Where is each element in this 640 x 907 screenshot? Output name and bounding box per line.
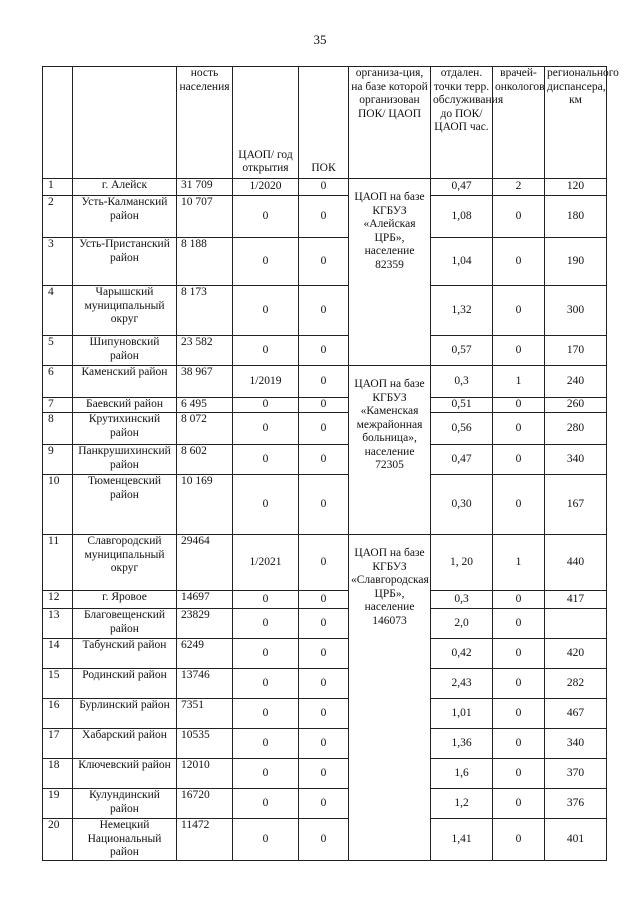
tsaop-value: 0 bbox=[233, 591, 299, 609]
district-name: г. Яровое bbox=[73, 591, 177, 609]
distance-value: 0,56 bbox=[431, 413, 493, 445]
tsaop-value: 0 bbox=[233, 196, 299, 238]
tsaop-value: 0 bbox=[233, 669, 299, 699]
doctors-value: 0 bbox=[493, 789, 545, 819]
population-value: 6 495 bbox=[177, 398, 233, 413]
tsaop-value: 1/2019 bbox=[233, 366, 299, 398]
pok-value: 0 bbox=[299, 336, 349, 366]
population-value: 14697 bbox=[177, 591, 233, 609]
district-name: Тюменцевский район bbox=[73, 475, 177, 535]
distance-value: 1,04 bbox=[431, 238, 493, 286]
table-row bbox=[43, 699, 607, 729]
population-value: 23829 bbox=[177, 609, 233, 639]
dispensary-distance-value: 190 bbox=[545, 238, 607, 286]
header-distance: отдален. точки терр. обслуживания до ПОК/ЦАОП час. bbox=[431, 67, 493, 179]
population-value: 31 709 bbox=[177, 179, 233, 196]
population-value: 10 169 bbox=[177, 475, 233, 535]
pok-value: 0 bbox=[299, 398, 349, 413]
header-pok: ПОК bbox=[299, 67, 349, 179]
header-name bbox=[73, 67, 177, 179]
distance-value: 0,57 bbox=[431, 336, 493, 366]
table-row bbox=[43, 286, 607, 336]
pok-value: 0 bbox=[299, 729, 349, 759]
population-value: 7351 bbox=[177, 699, 233, 729]
page-number: 35 bbox=[313, 32, 327, 47]
dispensary-distance-value: 401 bbox=[545, 819, 607, 861]
header-population: ность населения bbox=[177, 67, 233, 179]
district-name: Ключевский район bbox=[73, 759, 177, 789]
doctors-value: 0 bbox=[493, 639, 545, 669]
population-value: 10 707 bbox=[177, 196, 233, 238]
facilities-table bbox=[42, 66, 619, 861]
doctors-value: 0 bbox=[493, 286, 545, 336]
pok-value: 0 bbox=[299, 819, 349, 861]
pok-value: 0 bbox=[299, 179, 349, 196]
dispensary-distance-value: 467 bbox=[545, 699, 607, 729]
pok-value: 0 bbox=[299, 475, 349, 535]
distance-value: 0,47 bbox=[431, 445, 493, 475]
dispensary-distance-value: 340 bbox=[545, 445, 607, 475]
table-row bbox=[43, 669, 607, 699]
distance-value: 0,42 bbox=[431, 639, 493, 669]
doctors-value: 0 bbox=[493, 475, 545, 535]
district-name: Панкрушихинский район bbox=[73, 445, 177, 475]
tsaop-value: 0 bbox=[233, 286, 299, 336]
tsaop-value: 1/2021 bbox=[233, 535, 299, 591]
pok-value: 0 bbox=[299, 639, 349, 669]
table-row bbox=[43, 475, 607, 535]
dispensary-distance-value: 120 bbox=[545, 179, 607, 196]
organization-cell: ЦАОП на базе КГБУЗ «Алейская ЦРБ», население 82359 bbox=[349, 179, 431, 366]
row-number: 18 bbox=[43, 759, 73, 789]
district-name: Усть-Калманский район bbox=[73, 196, 177, 238]
population-value: 12010 bbox=[177, 759, 233, 789]
table-row bbox=[43, 366, 607, 398]
doctors-value: 1 bbox=[493, 366, 545, 398]
population-value: 13746 bbox=[177, 669, 233, 699]
dispensary-distance-value: 376 bbox=[545, 789, 607, 819]
distance-value: 1,41 bbox=[431, 819, 493, 861]
doctors-value: 0 bbox=[493, 336, 545, 366]
header-doctors: врачей-онкологов bbox=[493, 67, 545, 179]
pok-value: 0 bbox=[299, 669, 349, 699]
doctors-value: 0 bbox=[493, 669, 545, 699]
tsaop-value: 0 bbox=[233, 609, 299, 639]
table-row bbox=[43, 639, 607, 669]
dispensary-distance-value: 260 bbox=[545, 398, 607, 413]
doctors-value: 0 bbox=[493, 398, 545, 413]
dispensary-distance-value: 300 bbox=[545, 286, 607, 336]
row-number: 2 bbox=[43, 196, 73, 238]
table-row bbox=[43, 336, 607, 366]
tsaop-value: 0 bbox=[233, 759, 299, 789]
row-number: 4 bbox=[43, 286, 73, 336]
pok-value: 0 bbox=[299, 759, 349, 789]
tsaop-value: 0 bbox=[233, 238, 299, 286]
district-name: Шипуновский район bbox=[73, 336, 177, 366]
row-number: 12 bbox=[43, 591, 73, 609]
distance-value: 0,3 bbox=[431, 591, 493, 609]
doctors-value: 0 bbox=[493, 729, 545, 759]
row-number: 16 bbox=[43, 699, 73, 729]
row-number: 9 bbox=[43, 445, 73, 475]
population-value: 29464 bbox=[177, 535, 233, 591]
table-row bbox=[43, 445, 607, 475]
doctors-value: 0 bbox=[493, 196, 545, 238]
pok-value: 0 bbox=[299, 445, 349, 475]
row-number: 5 bbox=[43, 336, 73, 366]
district-name: Чарышский муниципальный округ bbox=[73, 286, 177, 336]
population-value: 38 967 bbox=[177, 366, 233, 398]
population-value: 23 582 bbox=[177, 336, 233, 366]
doctors-value: 1 bbox=[493, 535, 545, 591]
doctors-value: 0 bbox=[493, 445, 545, 475]
district-name: Хабарский район bbox=[73, 729, 177, 759]
pok-value: 0 bbox=[299, 699, 349, 729]
row-number: 17 bbox=[43, 729, 73, 759]
pok-value: 0 bbox=[299, 609, 349, 639]
pok-value: 0 bbox=[299, 286, 349, 336]
tsaop-value: 0 bbox=[233, 475, 299, 535]
pok-value: 0 bbox=[299, 238, 349, 286]
dispensary-distance-value: 440 bbox=[545, 535, 607, 591]
row-number: 19 bbox=[43, 789, 73, 819]
distance-value: 1,01 bbox=[431, 699, 493, 729]
row-number: 3 bbox=[43, 238, 73, 286]
doctors-value: 0 bbox=[493, 238, 545, 286]
tsaop-value: 0 bbox=[233, 639, 299, 669]
table-row bbox=[43, 591, 607, 609]
distance-value: 1,6 bbox=[431, 759, 493, 789]
district-name: Табунский район bbox=[73, 639, 177, 669]
row-number: 8 bbox=[43, 413, 73, 445]
row-number: 20 bbox=[43, 819, 73, 861]
distance-value: 1,36 bbox=[431, 729, 493, 759]
row-number: 13 bbox=[43, 609, 73, 639]
district-name: Благовещенский район bbox=[73, 609, 177, 639]
pok-value: 0 bbox=[299, 591, 349, 609]
tsaop-value: 0 bbox=[233, 336, 299, 366]
district-name: Кулундинский район bbox=[73, 789, 177, 819]
table-row bbox=[43, 789, 607, 819]
district-name: Баевский район bbox=[73, 398, 177, 413]
distance-value: 0,51 bbox=[431, 398, 493, 413]
row-number: 14 bbox=[43, 639, 73, 669]
pok-value: 0 bbox=[299, 535, 349, 591]
tsaop-value: 0 bbox=[233, 699, 299, 729]
header-organization: организа-ция, на базе которой организован ПОК/ ЦАОП bbox=[349, 67, 431, 179]
distance-value: 1, 20 bbox=[431, 535, 493, 591]
table-row bbox=[43, 759, 607, 789]
row-number: 7 bbox=[43, 398, 73, 413]
tsaop-value: 0 bbox=[233, 819, 299, 861]
dispensary-distance-value: 340 bbox=[545, 729, 607, 759]
header-num bbox=[43, 67, 73, 179]
doctors-value: 0 bbox=[493, 819, 545, 861]
header-dispensary: регионального диспансера, км bbox=[545, 67, 607, 179]
dispensary-distance-value: 170 bbox=[545, 336, 607, 366]
table-row bbox=[43, 729, 607, 759]
distance-value: 1,08 bbox=[431, 196, 493, 238]
table-header-row bbox=[43, 67, 607, 179]
row-number: 11 bbox=[43, 535, 73, 591]
dispensary-distance-value: 280 bbox=[545, 413, 607, 445]
tsaop-value: 1/2020 bbox=[233, 179, 299, 196]
pok-value: 0 bbox=[299, 366, 349, 398]
dispensary-distance-value: 420 bbox=[545, 639, 607, 669]
population-value: 8 173 bbox=[177, 286, 233, 336]
distance-value: 0,47 bbox=[431, 179, 493, 196]
tsaop-value: 0 bbox=[233, 789, 299, 819]
table-row bbox=[43, 413, 607, 445]
population-value: 8 602 bbox=[177, 445, 233, 475]
dispensary-distance-value: 282 bbox=[545, 669, 607, 699]
tsaop-value: 0 bbox=[233, 398, 299, 413]
row-number: 1 bbox=[43, 179, 73, 196]
dispensary-distance-value: 370 bbox=[545, 759, 607, 789]
table-row bbox=[43, 196, 607, 238]
table-row bbox=[43, 238, 607, 286]
pok-value: 0 bbox=[299, 196, 349, 238]
dispensary-distance-value: 180 bbox=[545, 196, 607, 238]
table-row bbox=[43, 179, 607, 196]
pok-value: 0 bbox=[299, 413, 349, 445]
distance-value: 2,0 bbox=[431, 609, 493, 639]
population-value: 8 072 bbox=[177, 413, 233, 445]
dispensary-distance-value bbox=[545, 609, 607, 639]
population-value: 8 188 bbox=[177, 238, 233, 286]
dispensary-distance-value: 240 bbox=[545, 366, 607, 398]
district-name: Бурлинский район bbox=[73, 699, 177, 729]
pok-value: 0 bbox=[299, 789, 349, 819]
table-row bbox=[43, 535, 607, 591]
row-number: 6 bbox=[43, 366, 73, 398]
organization-cell: ЦАОП на базе КГБУЗ «Славгородская ЦРБ», население 146073 bbox=[349, 535, 431, 861]
district-name: Немецкий Национальный район bbox=[73, 819, 177, 861]
tsaop-value: 0 bbox=[233, 729, 299, 759]
row-number: 15 bbox=[43, 669, 73, 699]
row-number: 10 bbox=[43, 475, 73, 535]
doctors-value: 0 bbox=[493, 609, 545, 639]
distance-value: 1,32 bbox=[431, 286, 493, 336]
doctors-value: 0 bbox=[493, 759, 545, 789]
dispensary-distance-value: 417 bbox=[545, 591, 607, 609]
distance-value: 0,30 bbox=[431, 475, 493, 535]
district-name: Родинский район bbox=[73, 669, 177, 699]
population-value: 11472 bbox=[177, 819, 233, 861]
table-row bbox=[43, 609, 607, 639]
table-row bbox=[43, 819, 607, 861]
district-name: Усть-Пристанский район bbox=[73, 238, 177, 286]
distance-value: 2,43 bbox=[431, 669, 493, 699]
doctors-value: 0 bbox=[493, 591, 545, 609]
header-tsaop: ЦАОП/ год открытия bbox=[233, 67, 299, 179]
distance-value: 0,3 bbox=[431, 366, 493, 398]
tsaop-value: 0 bbox=[233, 413, 299, 445]
tsaop-value: 0 bbox=[233, 445, 299, 475]
district-name: Каменский район bbox=[73, 366, 177, 398]
population-value: 10535 bbox=[177, 729, 233, 759]
district-name: г. Алейск bbox=[73, 179, 177, 196]
dispensary-distance-value: 167 bbox=[545, 475, 607, 535]
table-row bbox=[43, 398, 607, 413]
distance-value: 1,2 bbox=[431, 789, 493, 819]
doctors-value: 2 bbox=[493, 179, 545, 196]
district-name: Крутихинский район bbox=[73, 413, 177, 445]
population-value: 6249 bbox=[177, 639, 233, 669]
doctors-value: 0 bbox=[493, 413, 545, 445]
population-value: 16720 bbox=[177, 789, 233, 819]
district-name: Славгородский муниципальный округ bbox=[73, 535, 177, 591]
doctors-value: 0 bbox=[493, 699, 545, 729]
organization-cell: ЦАОП на базе КГБУЗ «Каменская межрайонная больница», население 72305 bbox=[349, 366, 431, 535]
